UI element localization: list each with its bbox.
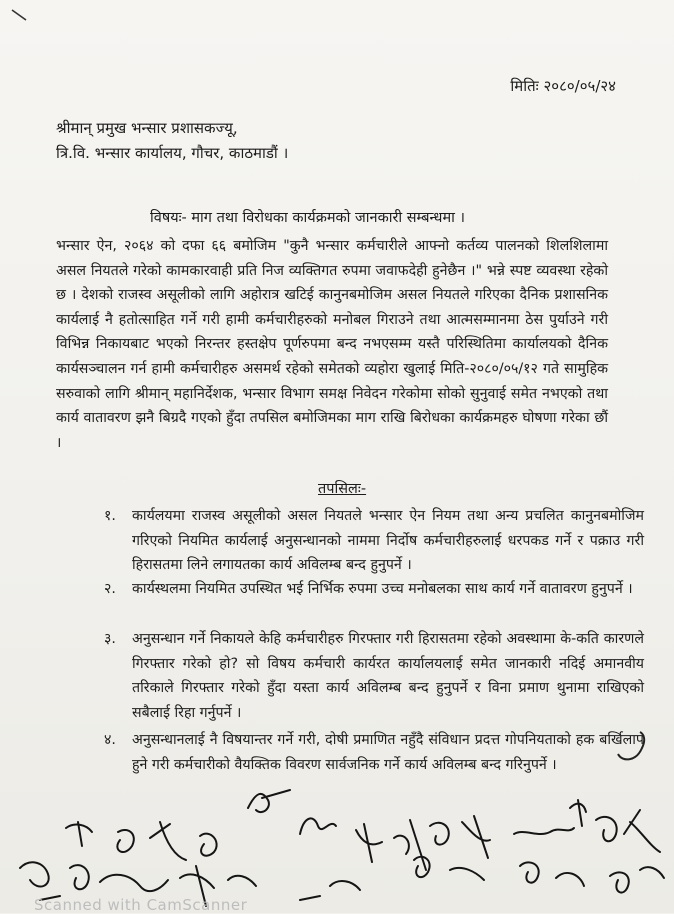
item-text: अनुसन्धान गर्ने निकायले केहि कर्मचारीहरु गिरफ्तार गरी हिरासतमा रहेको अवस्थामा के-कति कारणले गिरफ्तार गरेको हो? सो विषय कर्मचारी कार्यरत कार्यालयलाई समेत जानकारी नदिई अमानवीय तरिकाले गिरफ्तार गरेको हुँदा यस्ता कार्य अविलम्ब बन्द हुनुपर्ने र विना प्रमाण थुनामा राखिएको सबैलाई रिहा गर्नुपर्ने । bbox=[132, 631, 644, 721]
item-number: १. bbox=[104, 508, 116, 524]
body-paragraph: भन्सार ऐन, २०६४ को दफा ६६ बमोजिम "कुनै भन्सार कर्मचारीले आफ्नो कर्तव्य पालनको शिलशिलामा असल नियतले गरेको कामकारवाही प्रति निज व्यक्तिगत रुपमा जवाफदेही हुनेछैन ।" भन्ने स्पष्ट व्यवस्था रहेको छ । देशको राजस्व असूलीको लागि अहोरात्र खटिई कानुनबमोजिम असल नियतले गरिएका दैनिक प्रशासनिक कार्यलाई नै हतोत्साहित गर्ने गरी हामी कर्मचारीहरुको मनोबल गिराउने तथा आत्मसम्मानमा ठेस पुर्याउने गरी विभिन्न निकायबाट भएको निरन्तर हस्तक्षेप पूर्णरुपमा बन्द नभएसम्म यस्तै परिस्थितिमा कार्यालयको दैनिक कार्यसञ्चालन गर्न हामी कर्मचारीहरु असमर्थ रहेको समेतको व्यहोरा खुलाई मिति-२०८०/०५/१२ गते सामुहिक सरुवाको लागि श्रीमान् महानिर्देशक, भन्सार विभाग समक्ष निवेदन गरेकोमा सोको सुनुवाई समेत नभएको तथा कार्य वातावरण झनै बिग्रदै गएको हुँदा तपसिल बमोजिमका माग राखि बिरोधका कार्यक्रमहरु घोषणा गरेका छौं । bbox=[56, 238, 608, 451]
corner-pen-mark bbox=[10, 6, 40, 26]
addressee-line-1: श्रीमान् प्रमुख भन्सार प्रशासकज्यू, bbox=[56, 119, 238, 137]
addressee-line-2: त्रि.वि. भन्सार कार्यालय, गौचर, काठमाडौं । bbox=[56, 144, 289, 162]
item-number: ३. bbox=[104, 631, 116, 647]
item-number: ४. bbox=[104, 732, 116, 748]
signatures-cluster bbox=[0, 730, 674, 913]
letter-date: मितिः २०८०/०५/२४ bbox=[510, 77, 616, 95]
tapsil-heading: तपसिलः- bbox=[318, 481, 367, 497]
scanner-watermark: Scanned with CamScanner bbox=[34, 896, 248, 914]
item-number: २. bbox=[104, 581, 116, 597]
letter-subject: विषयः- माग तथा विरोधका कार्यक्रमको जानकारी सम्बन्धमा । bbox=[150, 210, 466, 226]
item-text: अनुसन्धानलाई नै विषयान्तर गर्ने गरी, दोषी प्रमाणित नहुँदै संविधान प्रदत्त गोपनियताको हक बर्खिलाप हुने गरी कर्मचारीको वैयक्तिक विवरण सार्वजनिक गर्ने कार्य अविलम्ब बन्द गरिनुपर्ने । bbox=[132, 732, 644, 773]
item-text: कार्यस्थलमा नियमित उपस्थित भई निर्भिक रुपमा उच्च मनोबलका साथ कार्य गर्ने वातावरण हुनुपर्ने । bbox=[132, 581, 633, 597]
item-text: कार्यलयमा राजस्व असूलीको असल नियतले भन्सार ऐन नियम तथा अन्य प्रचलित कानुनबमोजिम गरिएको नियमित कार्यलाई अनुसन्धानको नाममा निर्दोष कर्मचारीहरुलाई धरपकड गर्ने र पक्राउ गरी हिरासतमा लिने लगायतका कार्य अविलम्ब बन्द हुनुपर्ने । bbox=[132, 508, 644, 574]
